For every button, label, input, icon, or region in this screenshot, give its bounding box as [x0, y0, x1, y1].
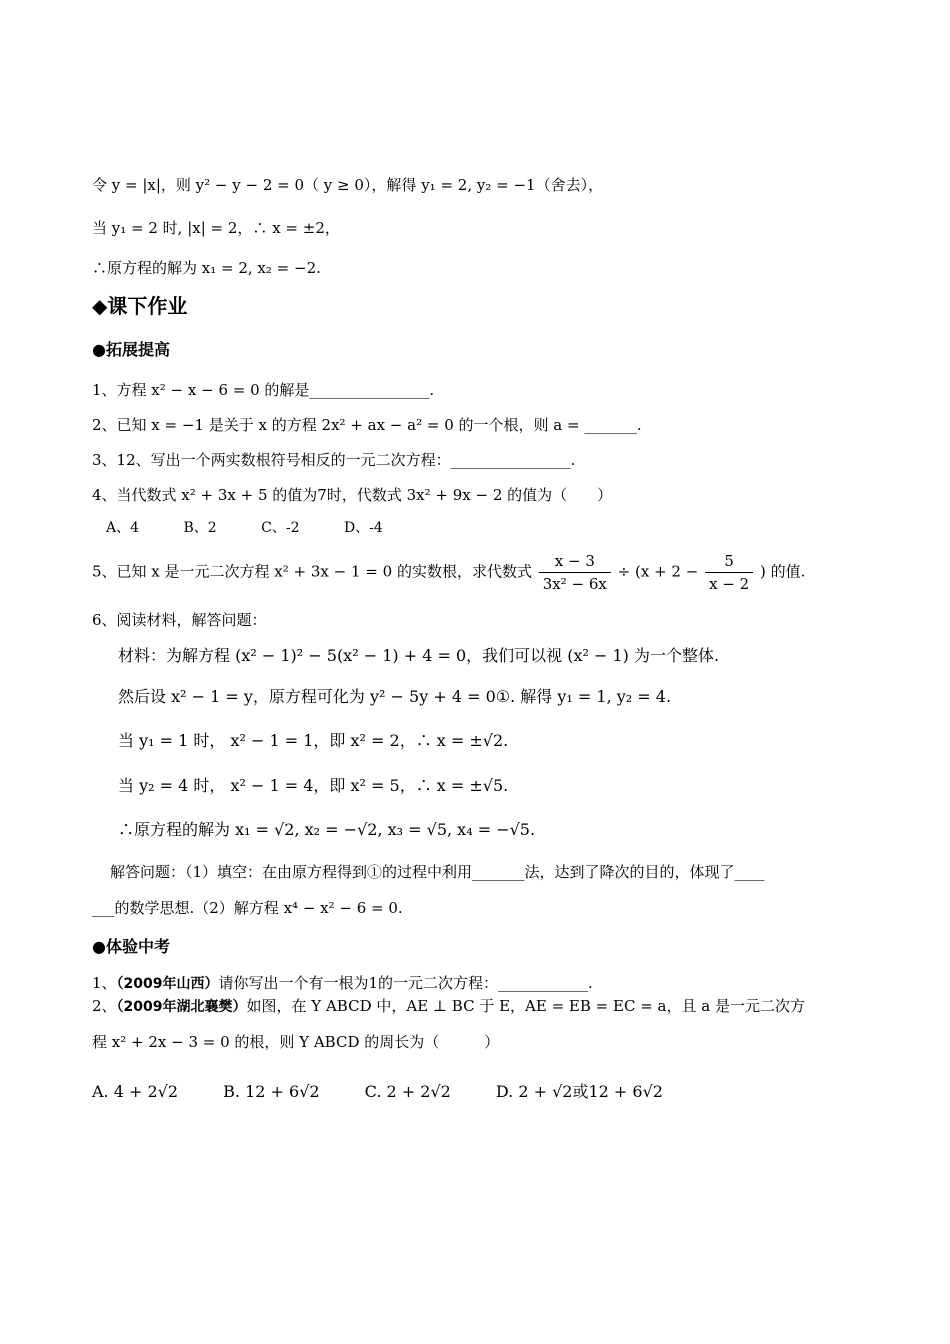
question-5-mid: ÷ (x + 2 −	[617, 562, 699, 581]
exam-option-b: B. 12 + 6√2	[223, 1082, 320, 1101]
exam-option-a: A. 4 + 2√2	[92, 1082, 179, 1101]
question-5-prefix: 5、已知 x 是一元二次方程 x² + 3x − 1 = 0 的实数根，求代数式	[92, 562, 532, 581]
homework-heading: ◆课下作业	[92, 294, 188, 318]
option-a: A、4	[106, 520, 140, 536]
question-6-title: 6、阅读材料，解答问题：	[92, 611, 267, 629]
exam-q2-text: 如图，在 Y ABCD 中，AE ⊥ BC 于 E，AE = EB = EC = a，且 a 是一元二次方	[246, 997, 805, 1015]
question-3: 3、12、写出一个两实数根符号相反的一元二次方程：________________.	[92, 451, 576, 469]
exam-option-d: D. 2 + √2或12 + 6√2	[495, 1082, 663, 1101]
option-c: C、-2	[261, 520, 300, 536]
exam-q1-prefix: 1、	[92, 974, 117, 992]
question-1: 1、方程 x² − x − 6 = 0 的解是________________.	[92, 381, 435, 399]
solution-line-1: 令 y = |x|，则 y² − y − 2 = 0（ y ≥ 0），解得 y₁ = 2, y₂ = −1（舍去），	[92, 176, 604, 194]
exam-q2-prefix: 2、	[92, 997, 117, 1015]
question-5-suffix: ) 的值.	[759, 562, 806, 581]
solution-line-3: ∴原方程的解为 x₁ = 2, x₂ = −2.	[92, 259, 321, 277]
question-6-task-1: 解答问题：（1）填空：在由原方程得到①的过程中利用_______法，达到了降次的目的，体现了____	[110, 863, 765, 881]
fraction-2-denominator: x − 2	[709, 575, 750, 593]
material-line-4: 当 y₂ = 4 时， x² − 1 = 4，即 x² = 5，∴ x = ±√5.	[118, 776, 509, 795]
option-d: D、-4	[343, 520, 383, 536]
exam-q2-source: （2009年湖北襄樊）	[116, 999, 247, 1015]
material-line-3: 当 y₁ = 1 时， x² − 1 = 1，即 x² = 2，∴ x = ±√2.	[118, 731, 509, 750]
exam-heading: ●体验中考	[92, 937, 170, 956]
question-2: 2、已知 x = −1 是关于 x 的方程 2x² + ax − a² = 0 的一个根，则 a = _______.	[92, 416, 642, 434]
exam-question-2-cont: 程 x² + 2x − 3 = 0 的根，则 Y ABCD 的周长为（ ）	[92, 1033, 500, 1051]
question-5	[92, 550, 805, 595]
question-6-task-2: ___的数学思想.（2）解方程 x⁴ − x² − 6 = 0.	[92, 899, 403, 917]
fraction-1	[539, 550, 611, 595]
fraction-2	[705, 550, 753, 595]
question-4-options	[106, 518, 423, 538]
fraction-2-numerator: 5	[705, 550, 753, 573]
material-line-1: 材料：为解方程 (x² − 1)² − 5(x² − 1) + 4 = 0，我们可以视 (x² − 1) 为一个整体.	[118, 646, 720, 665]
fraction-1-numerator: x − 3	[539, 550, 611, 573]
exam-q1-text: 请你写出一个有一根为1的一元二次方程：____________.	[218, 974, 593, 992]
exam-question-2-options	[92, 1082, 703, 1102]
exam-option-c: C. 2 + 2√2	[364, 1082, 451, 1101]
option-b: B、2	[183, 520, 217, 536]
extension-heading: ●拓展提高	[92, 340, 170, 359]
material-line-5: ∴原方程的解为 x₁ = √2, x₂ = −√2, x₃ = √5, x₄ = −√5.	[118, 820, 536, 839]
material-line-2: 然后设 x² − 1 = y，原方程可化为 y² − 5y + 4 = 0①. 解得 y₁ = 1, y₂ = 4.	[118, 687, 672, 706]
exam-q1-source: （2009年山西）	[116, 976, 219, 992]
exam-question-1	[92, 973, 593, 994]
question-4: 4、当代数式 x² + 3x + 5 的值为7时，代数式 3x² + 9x − 2 的值为（ ）	[92, 486, 613, 504]
fraction-1-denominator: 3x² − 6x	[542, 575, 607, 593]
solution-line-2: 当 y₁ = 2 时, |x| = 2，∴ x = ±2，	[92, 219, 340, 237]
exam-question-2	[92, 996, 805, 1017]
